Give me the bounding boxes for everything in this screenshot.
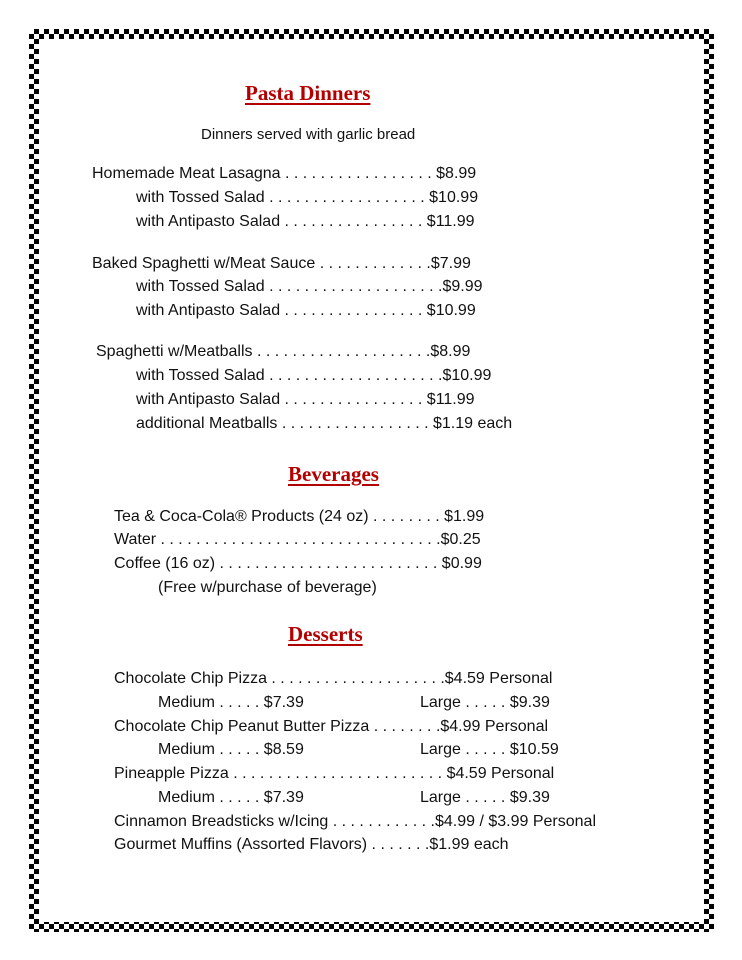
menu-item: with Antipasto Salad . . . . . . . . . . . . . . . . $11.99 [136, 213, 475, 230]
size-price: Medium . . . . . $7.39 [158, 694, 304, 711]
size-price: Medium . . . . . $8.59 [158, 741, 304, 758]
menu-item: Gourmet Muffins (Assorted Flavors) . . . . . . .$1.99 each [114, 836, 509, 853]
beverages-heading: Beverages [288, 462, 379, 486]
menu-item: with Tossed Salad . . . . . . . . . . . . . . . . . . . .$9.99 [136, 278, 483, 295]
menu-item: with Tossed Salad . . . . . . . . . . . . . . . . . . $10.99 [136, 189, 479, 206]
size-price: Large . . . . . $10.59 [420, 741, 559, 758]
size-price: Large . . . . . $9.39 [420, 694, 550, 711]
menu-item: additional Meatballs . . . . . . . . . . . . . . . . . $1.19 each [136, 415, 513, 432]
menu-item: Tea & Coca-Cola® Products (24 oz) . . . . . . . . $1.99 [114, 508, 485, 525]
menu-item: with Tossed Salad . . . . . . . . . . . . . . . . . . . .$10.99 [136, 367, 492, 384]
menu-item: with Antipasto Salad . . . . . . . . . . . . . . . . $10.99 [136, 302, 476, 319]
size-price: Large . . . . . $9.39 [420, 789, 550, 806]
size-price: Medium . . . . . $7.39 [158, 789, 304, 806]
menu-item: with Antipasto Salad . . . . . . . . . . . . . . . . $11.99 [136, 391, 475, 408]
pasta-heading: Pasta Dinners [245, 81, 371, 105]
menu-item: Spaghetti w/Meatballs . . . . . . . . . . . . . . . . . . . .$8.99 [96, 343, 471, 360]
menu-item: Coffee (16 oz) . . . . . . . . . . . . . . . . . . . . . . . . . $0.99 [114, 555, 482, 572]
menu-item: Chocolate Chip Pizza . . . . . . . . . . . . . . . . . . . .$4.59 Personal [114, 670, 553, 687]
menu-item: Cinnamon Breadsticks w/Icing . . . . . . . . . . . .$4.99 / $3.99 Personal [114, 813, 597, 830]
menu-item: Pineapple Pizza . . . . . . . . . . . . . . . . . . . . . . . . $4.59 Personal [114, 765, 555, 782]
menu-item: Homemade Meat Lasagna . . . . . . . . . . . . . . . . . $8.99 [92, 165, 477, 182]
pasta-subtitle: Dinners served with garlic bread [201, 126, 416, 143]
menu-note: (Free w/purchase of beverage) [158, 579, 377, 596]
desserts-heading: Desserts [288, 622, 363, 646]
menu-item: Chocolate Chip Peanut Butter Pizza . . . . . . . .$4.99 Personal [114, 718, 549, 735]
menu-item: Baked Spaghetti w/Meat Sauce . . . . . . . . . . . . .$7.99 [92, 255, 471, 272]
menu-item: Water . . . . . . . . . . . . . . . . . . . . . . . . . . . . . . . .$0.25 [114, 531, 481, 548]
